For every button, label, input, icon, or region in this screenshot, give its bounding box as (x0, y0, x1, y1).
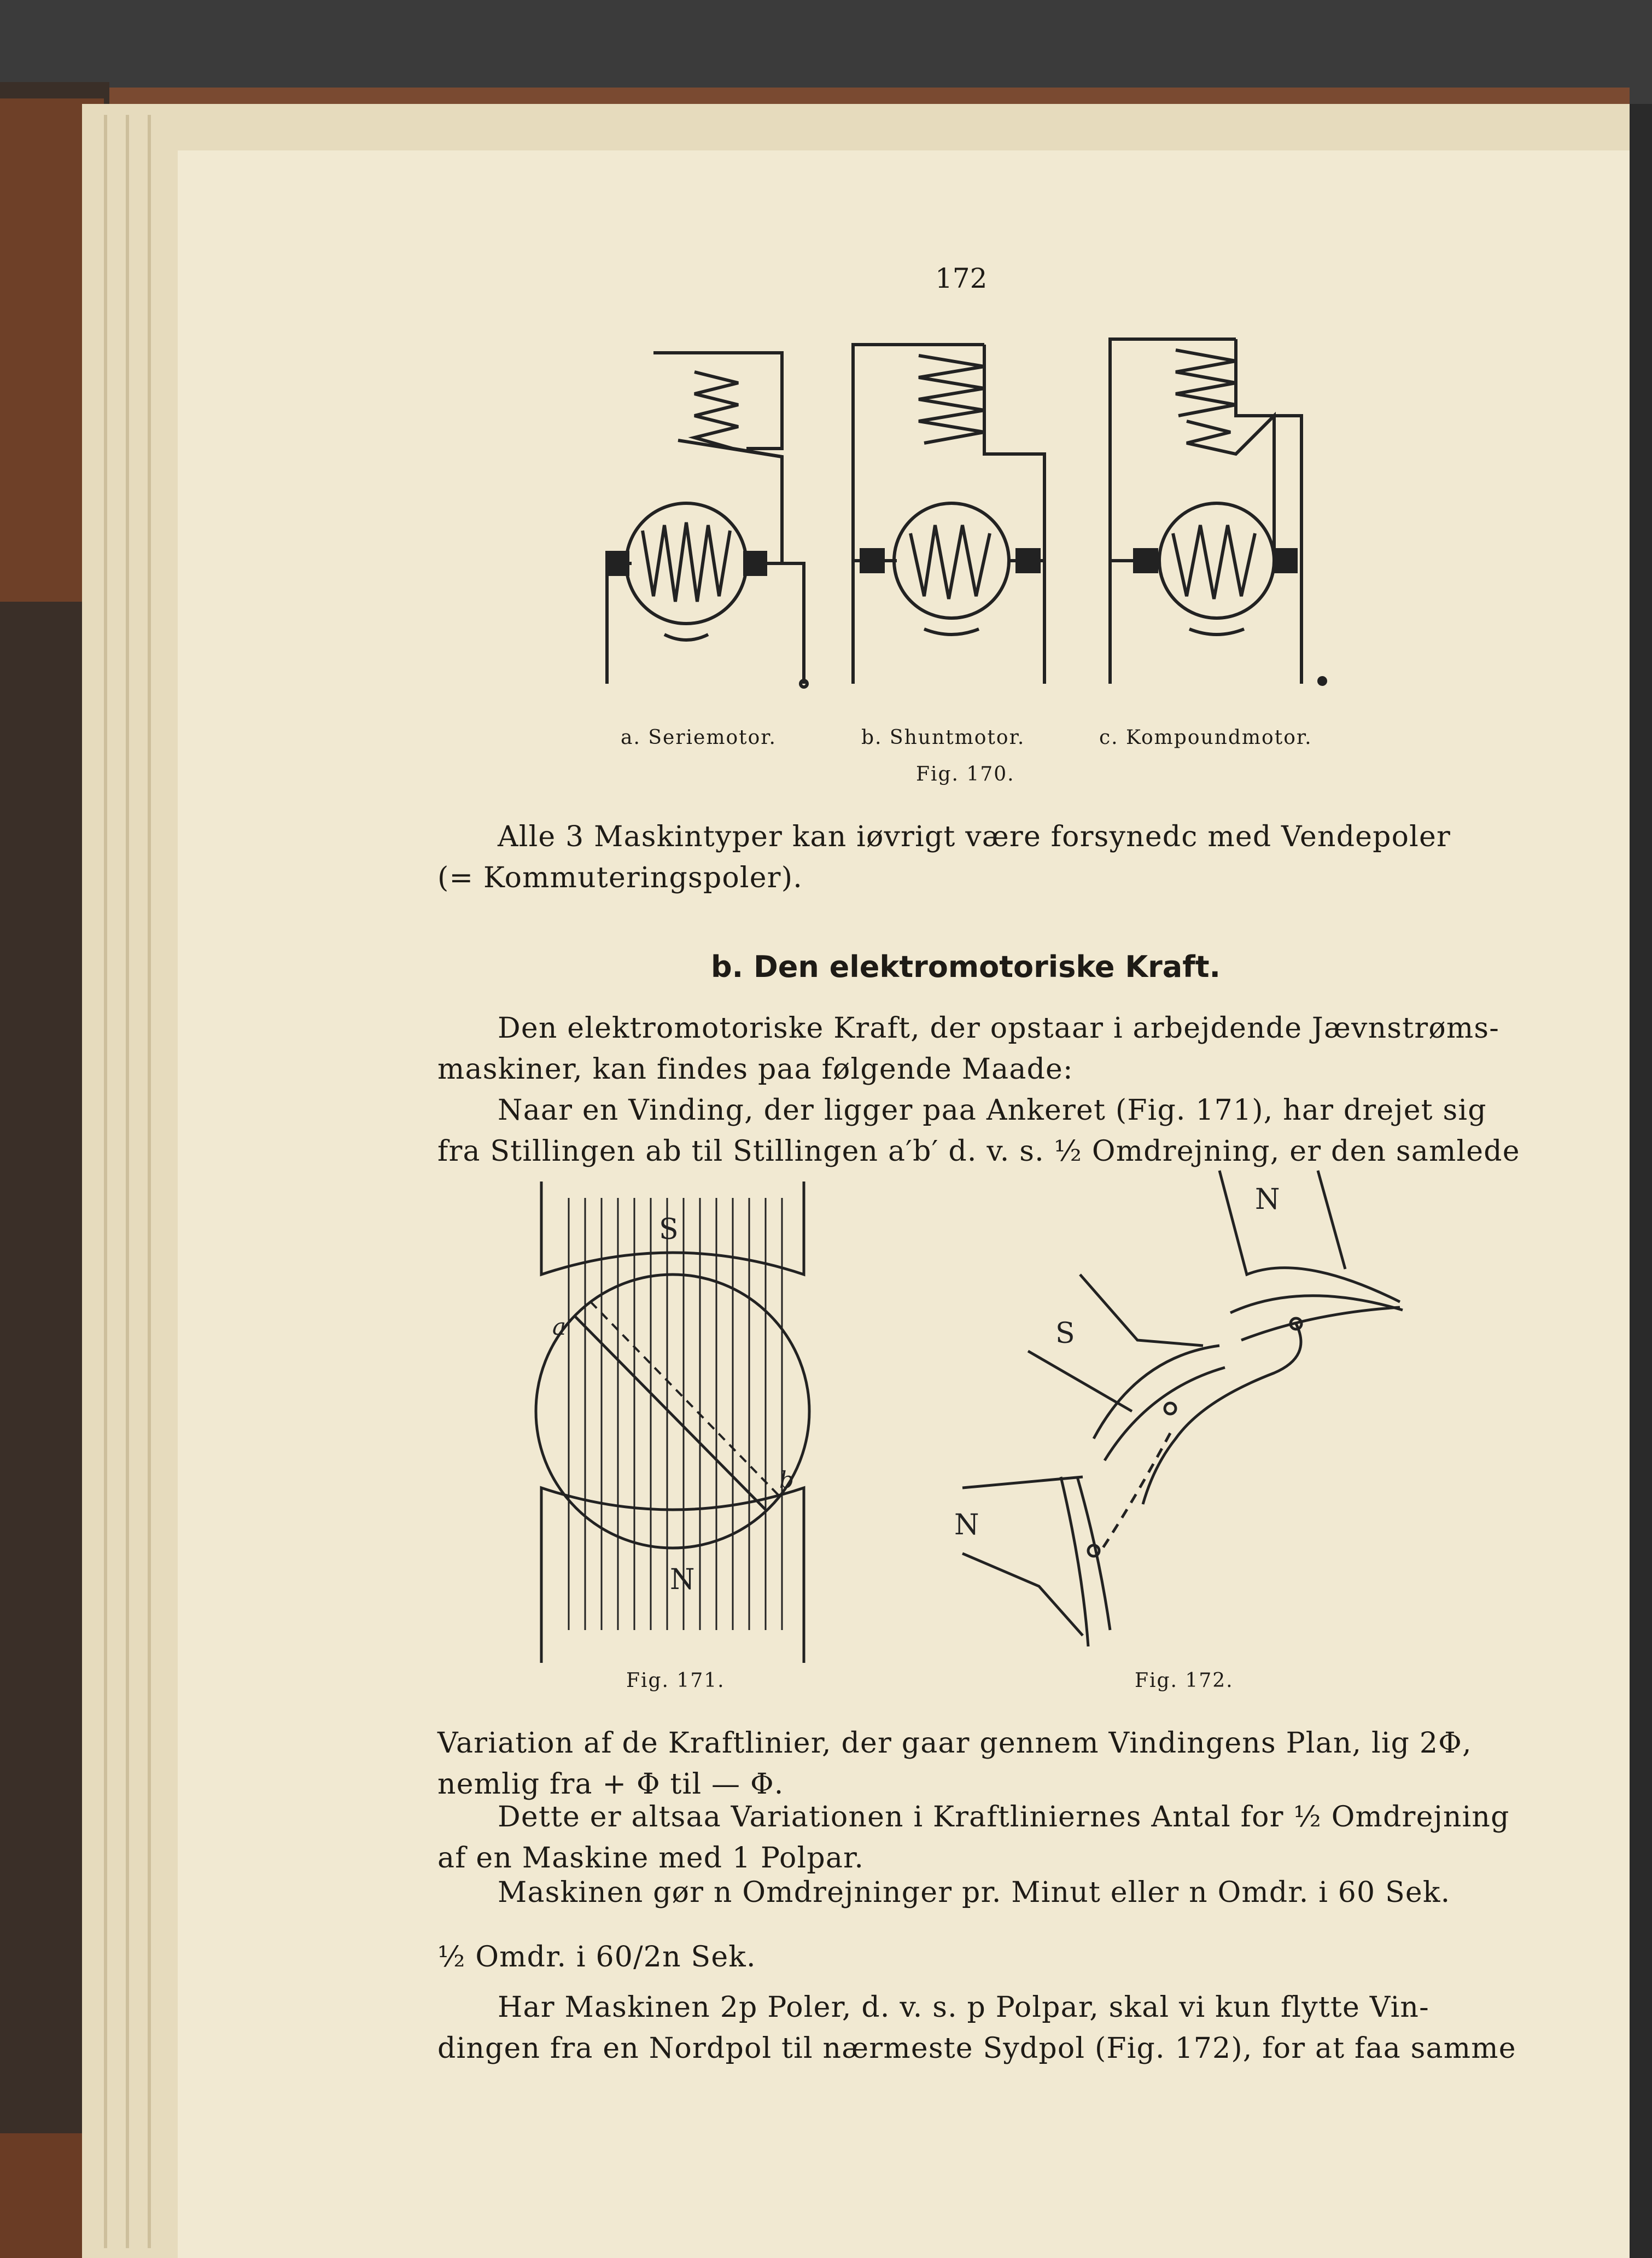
paragraph-3-line-1: Variation af de Kraftlinier, der gaar gennem Vindingens Plan, lig 2Φ, (437, 1727, 1472, 1760)
figure-172-pole-3: N (954, 1509, 979, 1541)
paragraph-3-line-2: nemlig fra + Φ til — Φ. (437, 1768, 784, 1801)
paragraph-3-line-7: Har Maskinen 2p Poler, d. v. s. p Polpar, skal vi kun flytte Vin- (498, 1991, 1429, 2024)
paragraph-3-line-8: dingen fra en Nordpol til nærmeste Sydpol (Fig. 172), for at faa samme (437, 2032, 1516, 2065)
paragraph-2-line-3: Naar en Vinding, der ligger paa Ankeret (Fig. 171), har drejet sig (498, 1094, 1487, 1127)
paragraph-3-line-3: Dette er altsaa Variationen i Kraftliniernes Antal for ½ Omdrejning (498, 1801, 1510, 1834)
paragraph-1-line-1: Alle 3 Maskintyper kan iøvrigt være forsynedc med Vendepoler (498, 820, 1451, 853)
figure-172-pole-2: S (1055, 1317, 1075, 1350)
paragraph-1-line-2: (= Kommuteringspoler). (437, 862, 803, 894)
figure-171-pole-top: S (659, 1213, 679, 1246)
figure-170-caption: Fig. 170. (916, 763, 1015, 785)
figure-172-caption: Fig. 172. (1135, 1669, 1234, 1692)
paragraph-3-line-5: Maskinen gør n Omdrejninger pr. Minut eller n Omdr. i 60 Sek. (498, 1876, 1451, 1909)
figure-170-label-c: c. Kompoundmotor. (1099, 726, 1312, 749)
figure-170-label-b: b. Shuntmotor. (861, 726, 1025, 749)
paragraph-2-line-2: maskiner, kan findes paa følgende Maade: (437, 1053, 1073, 1086)
figure-171-mark-b: b (779, 1466, 794, 1493)
figure-171-mark-a: a (552, 1313, 567, 1340)
figure-172-pole-1: N (1255, 1183, 1280, 1216)
section-heading: b. Den elektromotoriske Kraft. (711, 950, 1221, 984)
figure-171-caption: Fig. 171. (626, 1669, 725, 1692)
figure-171-pole-bottom: N (670, 1563, 695, 1596)
paragraph-3-line-4: af en Maskine med 1 Polpar. (437, 1842, 865, 1875)
paragraph-2-line-4: fra Stillingen ab til Stillingen a′b′ d. v. s. ½ Omdrejning, er den samlede (437, 1135, 1520, 1168)
figure-170-label-a: a. Seriemotor. (621, 726, 777, 749)
paragraph-3-line-6: ½ Omdr. i 60/2n Sek. (437, 1941, 756, 1974)
paragraph-2-line-1: Den elektromotoriske Kraft, der opstaar i arbejdende Jævnstrøms- (498, 1012, 1500, 1045)
page-number: 172 (935, 263, 988, 294)
